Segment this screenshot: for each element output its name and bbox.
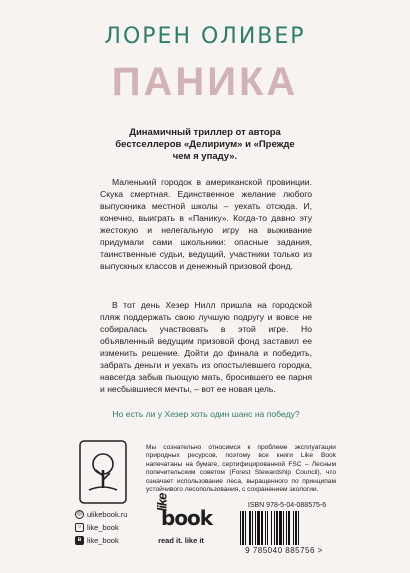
synopsis-paragraph-2: В тот день Хезер Нилл пришла на городской пляж поддержать свою лучшую подругу и вовсе не собиралась участвовать в этой игре. Но объявленный ведущим призовой фонд заставил ее изменить решение. Дойти до финала и победить, забрать деньги и уехать из опостылевшего городка, навсегда забыв пьющую мать, бросившего ее парня и несбывшиеся мечты, – вот ее новая цель. bbox=[100, 300, 312, 394]
barcode-bar bbox=[295, 511, 297, 545]
barcode-block bbox=[236, 502, 332, 562]
synopsis-paragraph-1: Маленький городок в американской провинции. Скука смертная. Единственное желание любого выпускника местной школы – уехать отсюда. И, конечно, выиграть в «Панику». Когда-то давно эту жестокую и нелегальную игру на выживание придумали сами школьники: опасные задания, таинственные судьи, ведущий, участники только из выпускных классов и денежный призовой фонд. bbox=[100, 177, 312, 271]
barcode-bar bbox=[276, 511, 278, 545]
barcode-graphic bbox=[236, 511, 332, 545]
logo-book-text: book bbox=[161, 506, 213, 530]
barcode-bar bbox=[286, 511, 287, 545]
instagram-icon: ○ bbox=[75, 523, 84, 532]
barcode-bar bbox=[242, 511, 244, 545]
tagline: Динамичный триллер от автора бестселлеров «Делириум» и «Прежде чем я упаду». bbox=[115, 127, 295, 162]
barcode-bar bbox=[279, 511, 282, 545]
logo-like-text: like bbox=[154, 493, 170, 512]
barcode-bar bbox=[257, 511, 260, 545]
book-title: ПАНИКА bbox=[111, 60, 299, 104]
barcode-bar bbox=[252, 511, 253, 545]
barcode-bar bbox=[240, 511, 241, 545]
barcode-bar bbox=[283, 511, 284, 545]
barcode-bar bbox=[245, 511, 246, 545]
social-links bbox=[75, 508, 127, 547]
barcode-number: 9 785040 885756 > bbox=[245, 546, 323, 555]
social-website-text: ulikebook.ru bbox=[87, 510, 128, 519]
fsc-tree-icon bbox=[79, 440, 127, 504]
logo-slogan: read it. like it bbox=[158, 536, 204, 545]
barcode-bar bbox=[298, 511, 299, 545]
vk-icon: в bbox=[75, 536, 84, 545]
barcode-bar bbox=[265, 511, 266, 545]
social-instagram[interactable] bbox=[75, 521, 127, 534]
social-website[interactable] bbox=[75, 508, 127, 521]
barcode-bar bbox=[274, 511, 275, 545]
social-vk[interactable] bbox=[75, 534, 127, 547]
eco-statement: Мы сознательно относимся к проблеме эксплуатации природных ресурсов, поэтому все книги Like Book напечатаны на бумаге, сертифицированной FSC – Лесным попечительским советом (Forest Stewardship Council), что означает использование леса, выращенного по принципам устойчивого лесопользования, с сохранением экологии. bbox=[146, 444, 336, 494]
barcode-bar bbox=[249, 511, 251, 545]
hook-question: Но есть ли у Хезер хоть один шанс на победу? bbox=[112, 409, 300, 419]
barcode-bar bbox=[255, 511, 256, 545]
social-vk-text: like_book bbox=[87, 536, 119, 545]
barcode-bar bbox=[293, 511, 294, 545]
social-instagram-text: like_book bbox=[87, 523, 119, 532]
globe-icon: ◎ bbox=[76, 511, 83, 517]
author-name: ЛОРЕН ОЛИВЕР bbox=[104, 24, 306, 49]
isbn-text: ISBN 978-5-04-088575-6 bbox=[247, 502, 327, 509]
barcode-bar bbox=[288, 511, 290, 545]
barcode-bar bbox=[261, 511, 263, 545]
barcode-bar bbox=[271, 511, 272, 545]
barcode-bar bbox=[267, 511, 268, 545]
